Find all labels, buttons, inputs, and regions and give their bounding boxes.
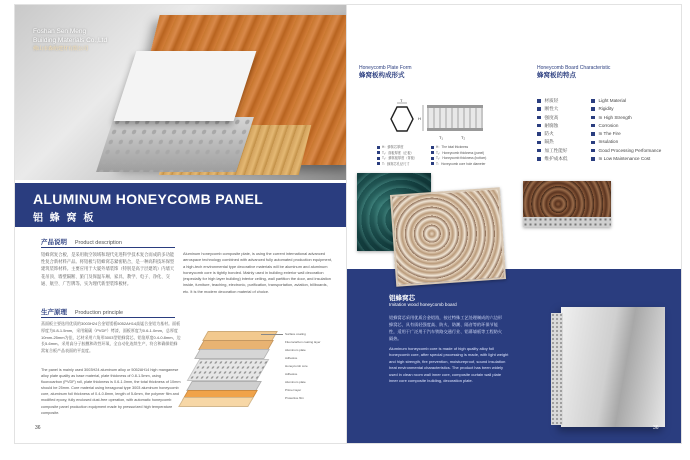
panel-layer-diagram — [191, 331, 321, 407]
imitation-core-title-en: Imitation wood honeycomb board — [389, 302, 457, 307]
characteristics-title-cn: 蜂窝板的特点 — [537, 72, 576, 79]
feature-cn: 维护成本低 — [544, 156, 568, 162]
legend-item: H：蜂窝芯厚度 — [382, 145, 404, 149]
marble-honeycomb-sample-photo — [523, 181, 611, 227]
honeycomb-core-image — [96, 117, 254, 172]
feature-cn: 刚性大 — [544, 106, 559, 112]
feature-cn: 强度高 — [544, 114, 559, 120]
title-banner — [15, 183, 350, 227]
feature-en: Corrosion — [598, 122, 619, 128]
production-principle-text-cn: 蒸面板主要选用优质的3003H24合金铝镁板5052AH14高锰合金铝为基材。面板厚度为0.8-1.5mm，采用氟碳（PVDF）烤漆，面板厚度为0.6-1.0mm，总厚度10mm-25mm为佳，芯材采用六角形3003型铝蜂窝芯，铝箔厚度0.4-0.8mm，边长5-6mm。采用高分子胶膜和改性环氧，全自动化连续生产，符合和确保铝蜂窝复合板产品表面的平直度。 — [41, 321, 181, 354]
legend-item: H：The total thickness — [436, 145, 469, 149]
plate-form-title-en: Honeycomb Plate Form — [359, 65, 412, 71]
right-page — [346, 4, 682, 444]
company-name-cn: 佛山市森萌建材有限公司 — [33, 46, 89, 52]
imitation-core-title-cn: 铝蜂窝芯 — [389, 295, 415, 302]
company-name — [33, 27, 107, 54]
page-number-left: 36 — [35, 425, 41, 431]
honeycomb-structure-diagram — [377, 99, 489, 143]
characteristics-heading — [537, 65, 610, 79]
white-panel-image — [114, 51, 257, 121]
legend-item: T₂：蜂窝板厚度（背板） — [382, 156, 418, 160]
legend-item: T：Honeycomb core hole diameter — [436, 161, 486, 166]
feature-cn: 隔热 — [544, 139, 554, 145]
production-principle-heading — [41, 307, 123, 316]
production-principle-text-en: The panel is mainly used 3003H24 aluminum alloy or 5052AH14 high manganese alloy plate quality as base material, plate thickness of 0.8-1.5mm, using fluorocarbon (PVDF) roll, plate thickness is 0.6-1.0mm, the total thickness of 10mm should be 25mm. Core material using hexagonal type 3003 aluminum honeycomb core, aluminum foil thickness of 0.4-0.8mm, length of 5-6mm, the polymer film and modified epoxy, fully enclosed dust-free operation, with automatic honeycomb composite panel production equipment made by pressurized high temperature composite. — [41, 368, 181, 415]
diagram-letter-t: T — [400, 99, 403, 103]
label-leader — [261, 334, 283, 335]
left-page — [14, 4, 350, 444]
feature-cn: 材质轻 — [544, 98, 559, 103]
page-number-right: 36 — [653, 425, 659, 431]
imitation-core-text-cn: 铝蜂窝芯采用优质合金铝箔，按过特殊工艺处理制成的六边形蜂窝芯，具有质轻强度高、防火、防潮、隔音等的环保节能性，适用于广泛用于汽车铁路交通行业、铝幕墙板等工程防火隔热。 — [389, 315, 503, 341]
feature-en: In The Fire — [598, 131, 621, 137]
company-name-en-2: Building Materials Co.,Ltd — [33, 37, 108, 44]
diagram-label: Surface coating — [285, 332, 306, 336]
section-divider — [41, 247, 175, 248]
feature-cn: 防火 — [544, 131, 554, 137]
diagram-label: Primer layer — [285, 388, 302, 392]
plate-legend-cn — [377, 145, 425, 167]
plate-form-heading — [359, 65, 412, 79]
feature-en: Insulation — [598, 139, 619, 145]
section-divider — [41, 317, 175, 318]
diagram-label: Fluorocarbon coating layer — [285, 340, 321, 344]
legend-item: T₂：Honeycomb thickness (bottom) — [436, 156, 487, 160]
layer-aluminum-top — [194, 349, 270, 359]
diagram-letter-h: H — [418, 116, 421, 121]
diagram-letter-t1: T₁ — [439, 135, 443, 140]
banner-title-en: ALUMINUM HONEYCOMB PANEL — [33, 191, 264, 207]
feature-en: Light Material — [598, 98, 627, 103]
diagram-label: Protective film — [285, 396, 304, 400]
diagram-label: Honeycomb core — [285, 364, 308, 368]
stone-panel-sample-photo — [390, 187, 506, 286]
production-principle-title-cn: 生产原理 — [41, 309, 67, 316]
feature-cn: 加工性能好 — [544, 147, 568, 153]
legend-item: T：蜂窝芯孔径尺寸 — [382, 161, 410, 166]
product-description-title-cn: 产品说明 — [41, 239, 67, 246]
feature-en: Rigidity — [598, 106, 614, 112]
diagram-label: Aluminum plate — [285, 380, 306, 384]
imitation-core-text-en: Aluminum honeycomb core is made of high quality alloy foil honeycomb core, after special processing is made, with light weight and high strength, fire prevention, moistureproof, sound insulation heat environmental characteristics. The product has been widely used in clean room wall inner core, composite curtain wall plate inner core composite building, decoration plate. — [389, 346, 509, 384]
characteristics-title-en: Honeycomb Board Characteristic — [537, 65, 611, 71]
honeycomb-panel-sample-photo — [561, 307, 665, 427]
diagram-label: Aluminum plate — [285, 348, 306, 352]
feature-cn: 耐腐蚀 — [544, 122, 559, 128]
legend-item: T₁：Honeycomb thickness (panel) — [436, 150, 485, 155]
product-description-text-en: Aluminum honeycomb composite plate, is using the current international advanced aerospace technology combined with advanced fully automated production equipment, a high-tech environmental type decorative materials will be aluminum and aluminum honeycomb core is tightly bonded. Mainly used in building exterior wall decoration (especially for high layer building) interior ceiling, wall partition the door, and insulation inside, furniture, teaching, electronic, purification, transportation, aviation, billboards, etc. It is the modern decoration material of choice. — [183, 251, 333, 294]
characteristics-list-en — [591, 97, 661, 163]
production-principle-title-en: Production principle — [74, 310, 124, 316]
feature-en: In Low Maintenance Cost — [598, 156, 651, 162]
layer-protective-film — [178, 397, 254, 407]
diagram-label: Adhesive — [285, 356, 298, 360]
feature-en: Good Processing Performance — [598, 147, 662, 153]
hero-product-photo — [15, 5, 350, 180]
product-description-text-cn: 铝蜂窝复合板，是采用航空领域和现代先进科学技术复合而成的多功能性复合新材料产品。将铝板与铝蜂窝芯紧密粘合，是一种高科技环保型建筑装饰材料。主要应用于大厦外墙装饰（特别是高于层建筑）内墙天花吊顶、墙壁隔断、旅门及保温车厢、家具、教学、电子、净化、交通、航空、广告牌等。实为理代新型装饰板材。 — [41, 252, 175, 286]
banner-title-cn: 铝 蜂 窝 板 — [33, 213, 96, 224]
company-name-en-1: Foshan Sen Meng — [33, 28, 87, 35]
diagram-letter-t2: T₂ — [461, 135, 465, 140]
diagram-label: Adhesive — [285, 372, 298, 376]
legend-item: T₁：面板厚度（正板） — [382, 150, 414, 155]
product-description-heading — [41, 237, 122, 246]
plate-form-title-cn: 蜂窝板构成形式 — [359, 72, 405, 79]
feature-en: In High Strength — [598, 114, 632, 120]
plate-legend-en — [431, 145, 497, 167]
product-description-title-en: Product description — [74, 240, 122, 246]
characteristics-list-cn — [537, 97, 567, 163]
layer-honeycomb — [187, 359, 270, 381]
